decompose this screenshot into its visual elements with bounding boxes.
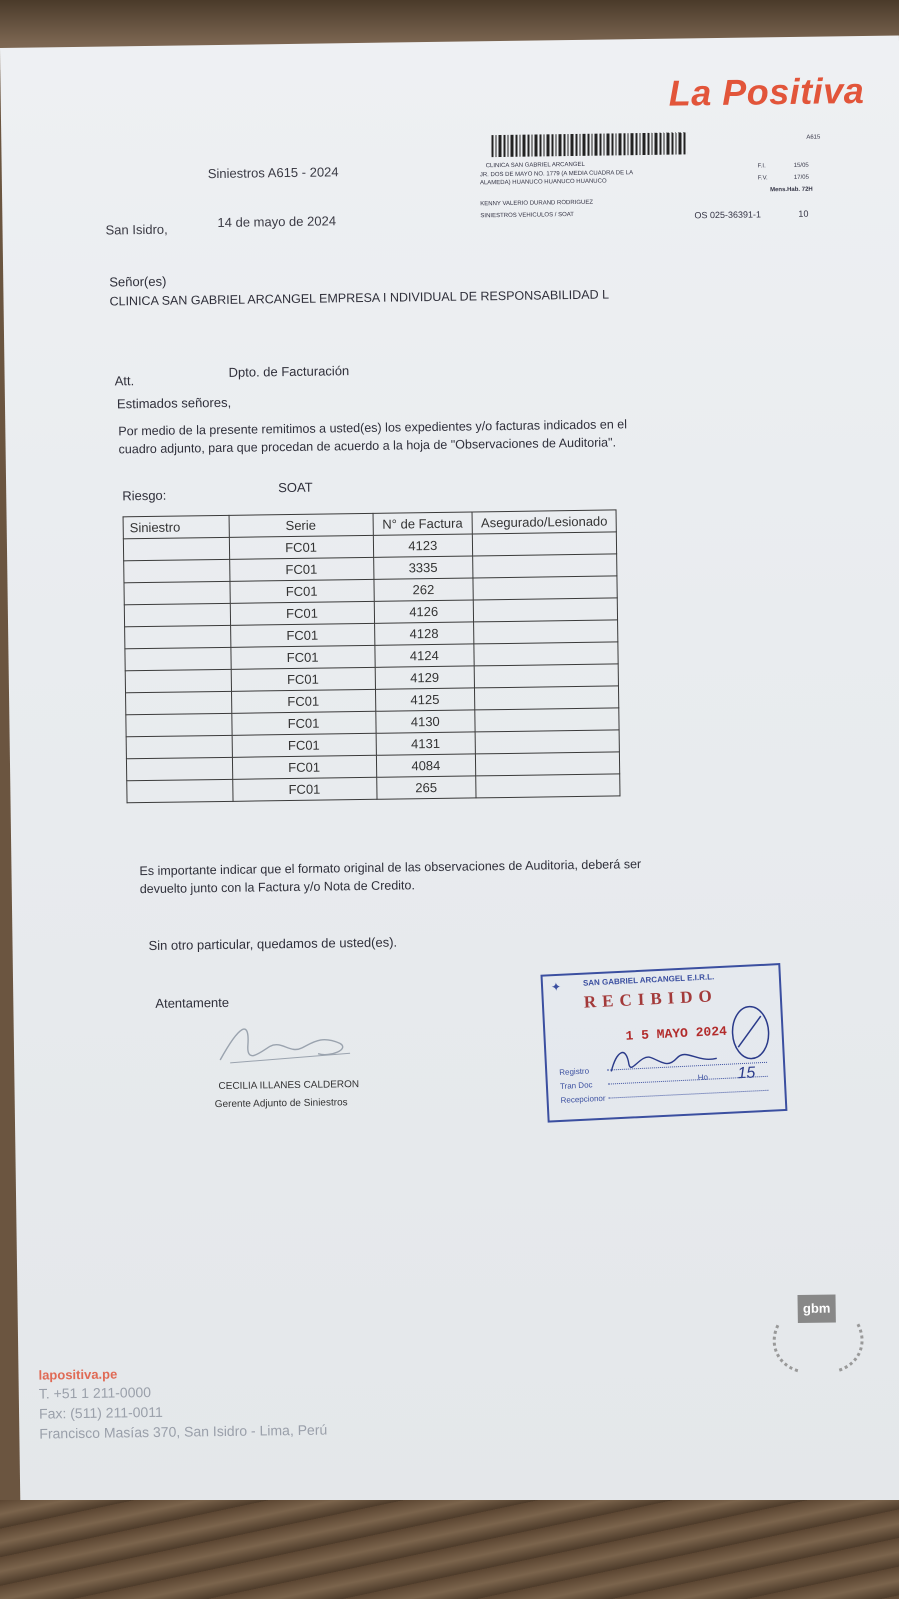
letter-page <box>0 35 899 1517</box>
salutation-label: Señor(es) <box>109 273 167 290</box>
sticker-code: A615 <box>806 134 821 141</box>
cell-factura: 262 <box>373 578 473 601</box>
sticker-doc-code: OS 025-36391-1 <box>694 209 762 221</box>
stamp-scribble <box>724 1001 777 1063</box>
stamp-line-3 <box>609 1090 769 1099</box>
cell-asegurado <box>476 752 620 776</box>
case-reference: Siniestros A615 - 2024 <box>207 164 339 182</box>
sticker-count: 10 <box>798 208 809 219</box>
cell-siniestro <box>124 559 230 582</box>
header-asegurado: Asegurado/Lesionado <box>472 510 616 534</box>
desk-surface-bottom <box>0 1500 899 1599</box>
attention-label: Att. <box>114 373 135 389</box>
cell-siniestro <box>123 537 229 560</box>
certification-seal <box>767 1294 868 1385</box>
cell-serie: FC01 <box>230 579 374 603</box>
signer-name: CECILIA ILLANES CALDERON <box>218 1079 360 1093</box>
header-siniestro: Siniestro <box>123 515 229 538</box>
la-positiva-logo: La Positiva <box>668 69 865 114</box>
risk-label: Riesgo: <box>122 487 167 504</box>
cell-factura: 4123 <box>373 534 473 557</box>
cell-asegurado <box>475 708 619 732</box>
cell-factura: 3335 <box>373 556 473 579</box>
cell-serie: FC01 <box>229 535 373 559</box>
cell-serie: FC01 <box>231 667 375 691</box>
recipient-name: CLINICA SAN GABRIEL ARCANGEL EMPRESA I NDIVIDUAL DE RESPONSABILIDAD L <box>109 287 610 309</box>
cell-serie: FC01 <box>230 601 374 625</box>
risk-value: SOAT <box>278 479 313 496</box>
stamp-field-2: Tran Doc <box>559 1080 593 1091</box>
cell-asegurado <box>473 576 617 600</box>
seal-logo: gbm <box>797 1294 835 1323</box>
cell-siniestro <box>124 603 230 626</box>
sticker-fv-label: F.V. <box>757 175 768 182</box>
farewell: Sin otro particular, quedamos de usted(es). <box>148 934 398 954</box>
sticker-fv-value: 17/05 <box>793 174 809 181</box>
cell-factura: 4130 <box>375 710 475 733</box>
stamp-logo-icon: ✦ <box>550 979 562 995</box>
received-stamp <box>540 963 787 1123</box>
cell-factura: 4129 <box>375 666 475 689</box>
sticker-line-4: KENNY VALERIO DURAND RODRIGUEZ <box>480 199 594 208</box>
footer-address: Francisco Masías 370, San Isidro - Lima, Perú <box>39 1421 328 1442</box>
address-sticker <box>479 126 840 231</box>
cell-asegurado <box>475 686 619 710</box>
cell-siniestro <box>126 713 232 736</box>
cell-serie: FC01 <box>230 623 374 647</box>
cell-serie: FC01 <box>232 777 376 801</box>
laurel-icon <box>768 1314 869 1375</box>
signature-graphic <box>210 1013 361 1075</box>
letter-date: 14 de mayo de 2024 <box>217 213 337 230</box>
body-line-1: Por medio de la presente remitimos a usted(es) los expedientes y/o facturas indicados en el <box>118 417 628 439</box>
stamp-date: 1 5 MAYO 2024 <box>625 1023 728 1044</box>
cell-serie: FC01 <box>231 711 375 735</box>
cell-siniestro <box>126 735 232 758</box>
stamp-handwritten-number: 15 <box>737 1064 756 1083</box>
cell-asegurado <box>472 532 616 556</box>
cell-factura: 4125 <box>375 688 475 711</box>
cell-serie: FC01 <box>231 689 375 713</box>
footer-phone: T. +51 1 211-0000 <box>38 1384 152 1402</box>
cell-serie: FC01 <box>232 755 376 779</box>
header-factura: N° de Factura <box>373 512 473 535</box>
cell-factura: 265 <box>376 776 476 799</box>
cell-serie: FC01 <box>232 733 376 757</box>
cell-factura: 4131 <box>376 732 476 755</box>
stamp-field-1: Registro <box>559 1066 590 1077</box>
cell-siniestro <box>127 779 233 802</box>
sticker-line-5: SINIESTROS VEHICULOS / SOAT <box>480 212 575 220</box>
footer-website[interactable]: lapositiva.pe <box>38 1366 118 1383</box>
stamp-initials <box>606 1036 728 1078</box>
cell-asegurado <box>473 598 617 622</box>
stamp-word: RECIBIDO <box>583 986 719 1012</box>
attention-department: Dpto. de Facturación <box>228 363 350 380</box>
greeting: Estimados señores, <box>116 394 232 412</box>
letter-place: San Isidro, <box>105 221 168 238</box>
cell-asegurado <box>474 664 618 688</box>
barcode <box>491 132 687 157</box>
body-line-2: cuadro adjunto, para que procedan de acuerdo a la hoja de "Observaciones de Auditoria". <box>118 435 617 457</box>
cell-factura: 4126 <box>374 600 474 623</box>
cell-asegurado <box>474 620 618 644</box>
sticker-fi-label: F.I. <box>757 163 766 170</box>
invoice-table <box>123 509 621 803</box>
footer-fax: Fax: (511) 211-0011 <box>38 1403 163 1422</box>
cell-factura: 4084 <box>376 754 476 777</box>
sticker-fi-value: 15/05 <box>793 162 809 169</box>
sticker-note: Mens.Hab. 72H <box>770 186 813 194</box>
cell-siniestro <box>125 625 231 648</box>
sticker-line-3: ALAMEDA) HUANUCO HUANUCO HUANUCO <box>479 178 607 187</box>
cell-asegurado <box>475 730 619 754</box>
cell-factura: 4128 <box>374 622 474 645</box>
cell-asegurado <box>474 642 618 666</box>
cell-siniestro <box>125 647 231 670</box>
cell-asegurado <box>476 774 620 798</box>
closing-note-line-1: Es importante indicar que el formato original de las observaciones de Auditoria, deberá ser <box>139 857 642 879</box>
cell-serie: FC01 <box>231 645 375 669</box>
sticker-line-1: CLINICA SAN GABRIEL ARCANGEL <box>485 161 585 170</box>
stamp-org: SAN GABRIEL ARCANGEL E.I.R.L. <box>582 972 715 988</box>
cell-siniestro <box>126 691 232 714</box>
cell-siniestro <box>125 669 231 692</box>
cell-serie: FC01 <box>229 557 373 581</box>
stamp-field-3: Recepcionor <box>560 1093 606 1105</box>
cell-asegurado <box>473 554 617 578</box>
cell-siniestro <box>126 757 232 780</box>
header-serie: Serie <box>229 513 373 537</box>
sign-off: Atentamente <box>155 994 230 1011</box>
signer-title: Gerente Adjunto de Siniestros <box>214 1097 348 1111</box>
cell-siniestro <box>124 581 230 604</box>
closing-note-line-2: devuelto junto con la Factura y/o Nota de Credito. <box>139 878 416 897</box>
cell-factura: 4124 <box>374 644 474 667</box>
stamp-time-label: Ho <box>697 1072 709 1083</box>
sticker-line-2: JR. DOS DE MAYO NO. 1779 (A MEDIA CUADRA DE LA <box>479 170 634 179</box>
